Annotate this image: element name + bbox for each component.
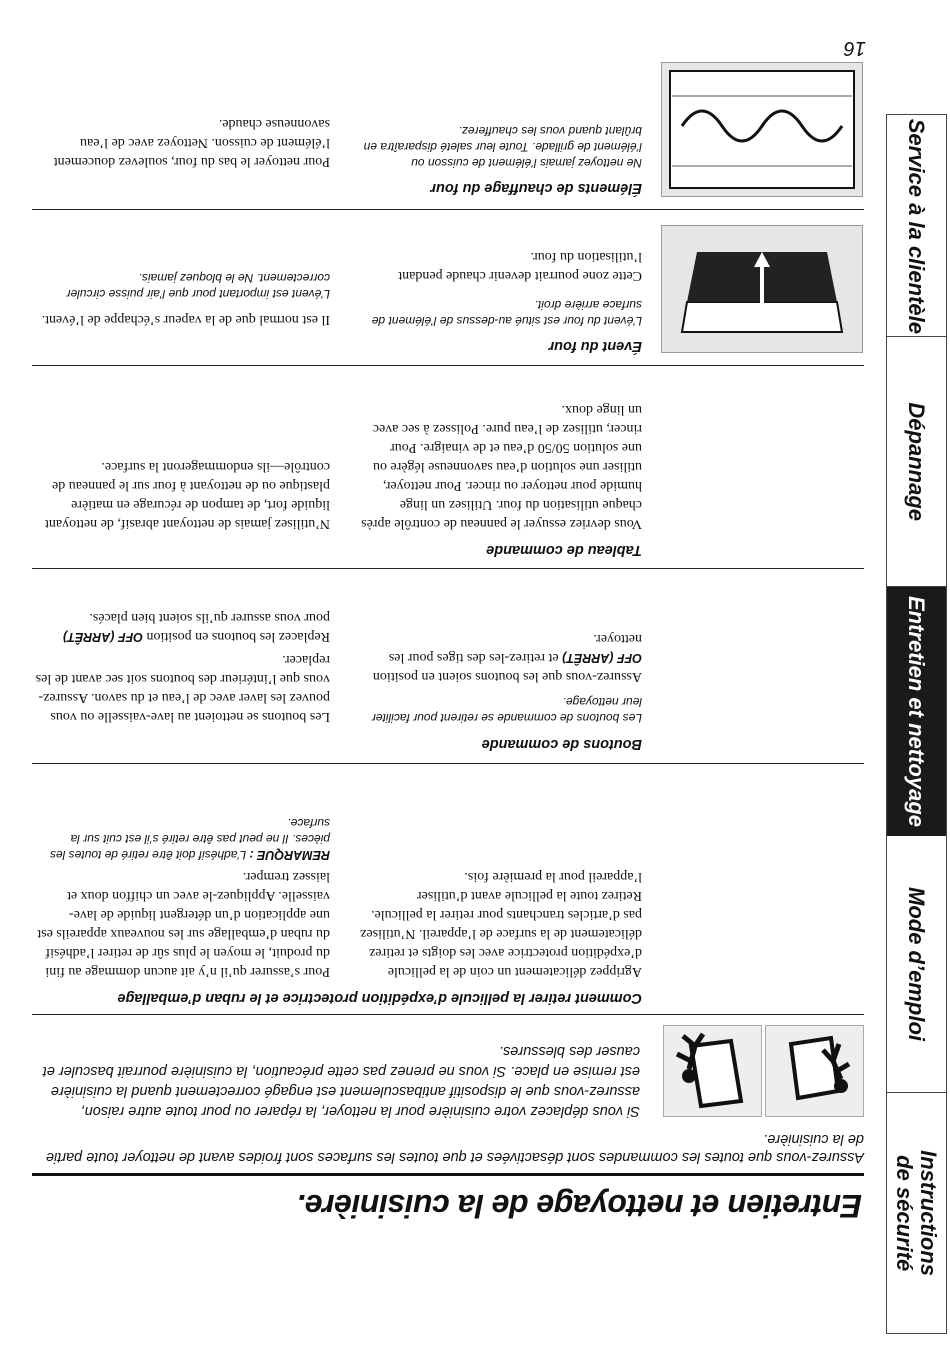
section-divider [32,763,864,764]
knobs-col2-a: Les boutons se nettoient au lave-vaisselle ou vous pouvez les laver avec de l’eau et du savon. Assurez-vous que l’intérieur des boutons soit sec avant de les replacer. [35,652,330,724]
knobs-col2-replace [35,608,330,646]
oven-elements-photo [661,62,863,197]
safety-intro: Assurez-vous que toutes les commandes sont désactivées et que toutes les surfaces sont froides avant de nettoyer toute partie de la cuisinière. [45,1131,864,1165]
vent-col2 [35,270,330,329]
panel-col1: Vous devriez essuyer le panneau de contrôle après chaque utilisation du four. Utilisez un linge humide pour nettoyer ou rincer. Pour nettoyer, utiliser une solution d’eau savonneuse légère ou une solution 50/50 d’eau et de vinaigre. Pour rincer, utilisez de l’eau pure. Polissez à sec avec un linge doux. [361,402,642,531]
page-number: 16 [843,37,866,59]
elements-col2: Pour nettoyer le bas du four, soulevez doucement l’élément de cuisson. Nettoyez avec de l’eau savonneuse chaude. [53,116,330,169]
tab-label: Instructions de sécurité [892,1150,942,1276]
knobs-col1 [360,629,642,686]
side-tabs [886,114,947,1334]
knobs-col2-b: Replacez les boutons en position [142,629,330,644]
tab-service-a-la-clientele[interactable] [887,115,946,337]
tab-mode-demploi[interactable] [887,835,946,1093]
anti-tip-warning: Si vous déplacez votre cuisinière pour la nettoyer, la réparer ou pour toute autre raison, assurez-vous que le dispositif antibasculement est engagé correctement quand la cuisinière est remise en place. Si vous ne prenez pas cette précaution, la cuisinière pourrait basculer et causer des blessures. [42,1043,640,1119]
anti-tip-illustration-1 [663,1025,762,1117]
tab-entretien-et-nettoyage[interactable] [887,586,946,836]
anti-tip-illustration-2 [765,1025,864,1117]
vent-intro: L’évent du four est situé au-dessus de l’élément de surface arrière droit. [371,298,642,328]
knobs-col2-d: pour vous assurer qu’ils soient bien placés. [89,610,330,625]
tab-depannage[interactable] [887,336,946,587]
film-col1: Agrippez délicatement un coin de la pellicule d’expédition protectrice avec les doigts et retirez délicatement de la surface de l’appareil. N’utilisez pas d’articles tranchants pour retirer la pellicule. Retirez toute la pellicule avant d’utiliser l’appareil pour la première fois. [360,869,642,979]
oven-vent-photo [661,225,863,353]
knobs-col1-a: Assurez-vous que les boutons soient en position [372,669,642,684]
tab-label: Dépannage [904,402,930,522]
knobs-col2 [35,608,330,726]
tab-label: Entretien et nettoyage [904,595,930,828]
elements-section-heading: Éléments de chauffage du four [430,180,642,196]
panel-col2: N’utilisez jamais de nettoyant abrasif, de nettoyant liquide fort, de tampon de récurage en matière plastique ou de nettoyant à four sur le panneau de contrôle—ils endommageront la surface. [45,459,330,531]
knobs-col1-c: et retirez-les des tiges pour les nettoyer. [388,631,642,665]
vent-col2-text: Il est normal que de la vapeur s’échappe de l’évent. [41,312,330,327]
knobs-col1-off: OFF (ARRÊT) [562,651,642,665]
note-text: L’adhésif doit être retiré de toutes les pièces. Il ne peut pas être retiré s’il est cuit sur la surface. [49,816,330,862]
tab-label: Service à la clientèle [904,118,930,334]
section-divider [32,209,864,210]
section-divider [32,1014,864,1015]
tab-instructions-de-securite[interactable] [887,1092,946,1333]
section-divider [32,365,864,366]
page-title: Entretien et nettoyage de la cuisinière. [296,1188,862,1224]
knobs-section-heading: Boutons de commande [481,736,642,752]
film-col2 [35,815,330,981]
section-divider [32,568,864,569]
panel-section-heading: Tableau de commande [486,542,642,558]
note-label: REMARQUE : [249,848,330,862]
film-col2-text: Pour s’assurer qu’il n’y ait aucun dommage au fini du produit, le moyen le plus sûr de retirer l’adhésif du ruban d’emballage sur les nouveaux appareils est une application d’un détergent liquide de lave-vaisselle. Appliquez-le avec un chiffon doux et laissez tremper. [37,869,330,979]
film-section-heading: Comment retirer la pellicule d’expédition protectrice et le ruban d’emballage [117,990,642,1006]
knobs-col2-off: OFF (ARRÊT) [63,630,143,644]
vent-section-heading: Évent du four [548,338,642,354]
tab-label: Mode d’emploi [904,887,930,1042]
title-rule [32,1173,864,1176]
elements-intro: Ne nettoyez jamais l’élément de cuisson ou l’élément de grillade. Toute leur saleté disparaîtra en brûlant quand vous les chaufferez. [363,124,642,170]
vent-col1: Cette zone pourrait devenir chaude pendant l’utilisation du four. [398,249,642,283]
film-note [35,815,330,863]
vent-col2-note: L’évent est important pour que l’air puisse circuler correctement. Ne le bloquez jamais. [66,271,330,301]
knobs-intro: Les boutons de commande se retirent pour faciliter leur nettoyage. [371,695,642,725]
